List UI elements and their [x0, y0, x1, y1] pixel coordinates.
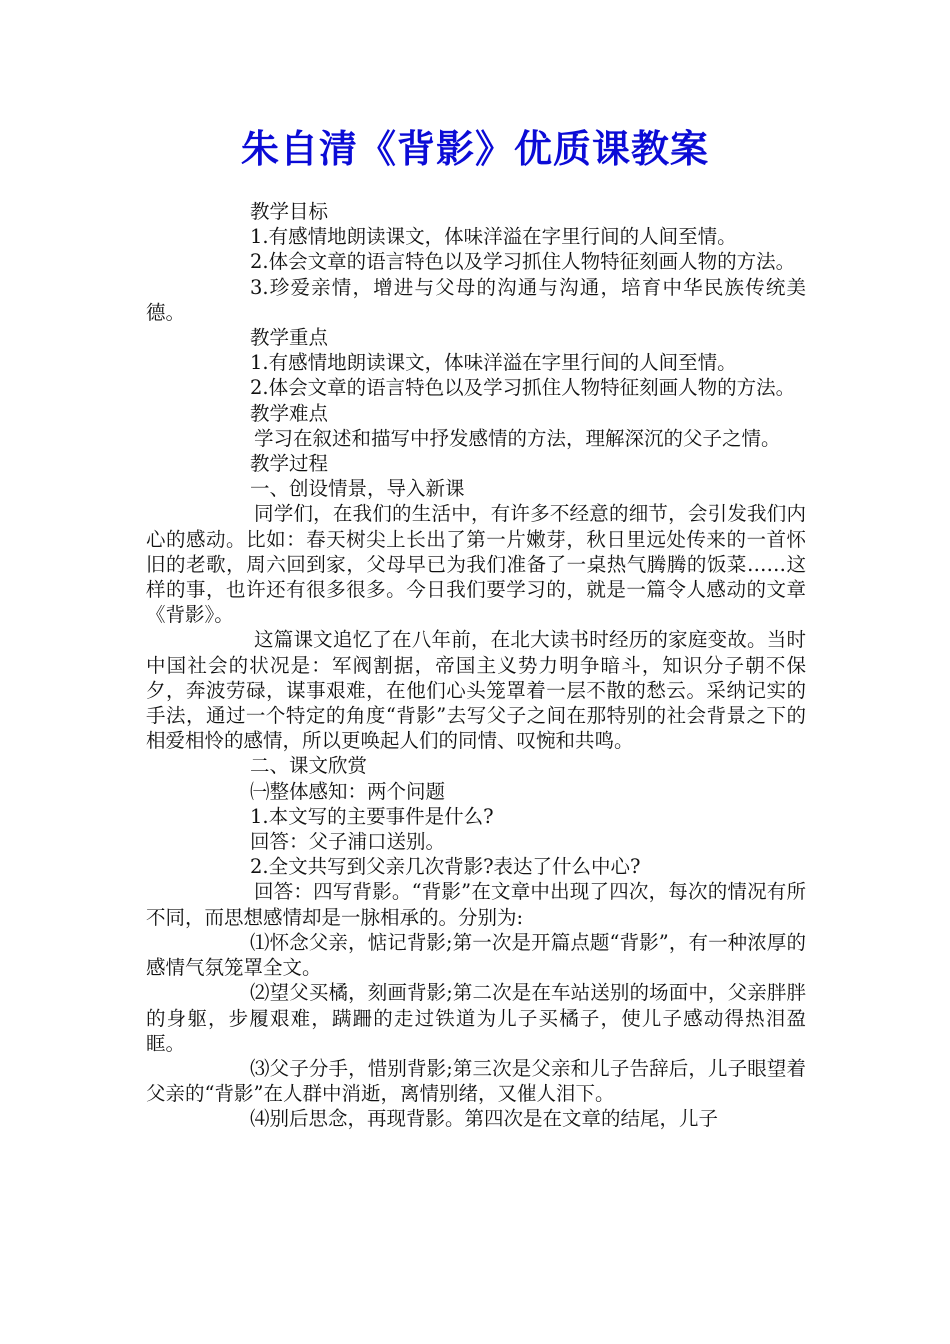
paragraph: 一、创设情景，导入新课	[250, 477, 465, 501]
paragraph: ㈠整体感知：两个问题	[250, 779, 446, 803]
paragraph: ⑷别后思念，再现背影。第四次是在文章的结尾，儿子	[250, 1107, 719, 1131]
document-title: 朱自清《背影》优质课教案	[240, 126, 709, 171]
paragraph: 这篇课文追忆了在八年前，在北大读书时经历的家庭变故。当时中国社会的状况是：军阀割据，帝国主义势力明争暗斗，知识分子朝不保夕，奔波劳碌，谋事艰难，在他们心头笼罩着一层不散的愁云。采纳记实的手法，通过一个特定的角度“背影”去写父子之间在那特别的社会背景之下的相爱相怜的感情，所以更唤起人们的同情、叹惋和共鸣。	[146, 628, 806, 753]
document-body	[146, 199, 806, 1132]
paragraph: 1.本文写的主要事件是什么?	[250, 804, 494, 828]
paragraph: 教学重点	[250, 326, 329, 350]
paragraph: 同学们，在我们的生活中，有许多不经意的细节，会引发我们内心的感动。比如：春天树尖上长出了第一片嫩芽，秋日里远处传来的一首怀旧的老歌，周六回到家，父母早已为我们准备了一桌热气腾腾的饭菜……这样的事，也许还有很多很多。今日我们要学习的，就是一篇令人感动的文章《背影》。	[146, 502, 806, 627]
paragraph: 1.有感情地朗读课文，体味洋溢在字里行间的人间至情。	[250, 225, 737, 249]
paragraph: 回答：父子浦口送别。	[250, 830, 446, 854]
paragraph: 2.全文共写到父亲几次背影?表达了什么中心?	[250, 855, 641, 879]
paragraph: 2.体会文章的语言特色以及学习抓住人物特征刻画人物的方法。	[250, 250, 796, 274]
paragraph: ⑴怀念父亲，惦记背影;第一次是开篇点题“背影”，有一种浓厚的感情气氛笼罩全文。	[146, 930, 806, 980]
paragraph: 1.有感情地朗读课文，体味洋溢在字里行间的人间至情。	[250, 351, 737, 375]
paragraph: 3.珍爱亲情，增进与父母的沟通与沟通，培育中华民族传统美德。	[146, 275, 806, 324]
paragraph: 教学过程	[250, 452, 329, 476]
paragraph: 回答：四写背影。“背影”在文章中出现了四次，每次的情况有所不同，而思想感情却是一脉相承的。分别为:	[146, 880, 806, 929]
paragraph: 学习在叙述和描写中抒发感情的方法，理解深沉的父子之情。	[254, 426, 781, 450]
paragraph: 教学目标	[250, 200, 329, 223]
paragraph: ⑶父子分手，惜别背影;第三次是父亲和儿子告辞后，儿子眼望着父亲的“背影”在人群中消逝，离情别绪，又催人泪下。	[146, 1056, 806, 1106]
paragraph: 二、课文欣赏	[250, 754, 368, 778]
paragraph: 2.体会文章的语言特色以及学习抓住人物特征刻画人物的方法。	[250, 376, 796, 400]
paragraph: 教学难点	[250, 401, 329, 425]
paragraph: ⑵望父买橘，刻画背影;第二次是在车站送别的场面中，父亲胖胖的身躯，步履艰难，蹒跚的走过铁道为儿子买橘子，使儿子感动得热泪盈眶。	[146, 981, 806, 1055]
